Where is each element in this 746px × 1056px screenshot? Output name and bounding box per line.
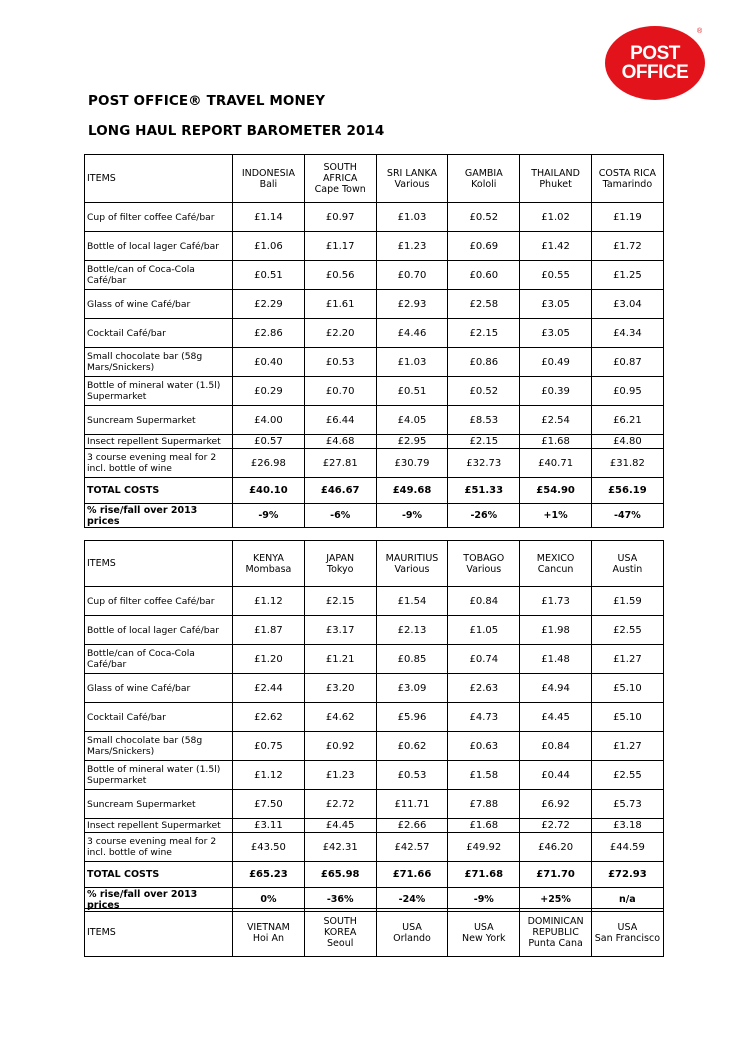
price-cell: £7.50 [233,790,305,819]
table-row [85,449,664,478]
item-label: Glass of wine Café/bar [85,290,233,319]
price-cell: £0.51 [376,377,448,406]
destination-city: Cancun [537,563,574,575]
destination-city: Phuket [539,178,572,190]
table-row [85,833,664,862]
item-label: Bottle of mineral water (1.5l) Supermarket [85,377,233,406]
destination-country: JAPAN [326,552,355,564]
price-cell: £30.79 [376,449,448,478]
price-cell: £1.21 [304,645,376,674]
destination-country: INDONESIA [241,167,295,179]
rise-fall-cell: n/a [591,888,663,912]
table-row [85,203,664,232]
price-cell: £1.42 [520,232,592,261]
destination-city: Cape Town [314,184,366,195]
table-header-row [85,909,664,957]
price-table-2 [84,540,664,912]
price-cell: £0.57 [233,435,305,449]
item-label: Cup of filter coffee Café/bar [85,587,233,616]
item-label: Insect repellent Supermarket [85,435,233,449]
price-cell: £2.15 [448,435,520,449]
item-label: 3 course evening meal for 2 incl. bottle of wine [85,833,233,862]
destination-city: Hoi An [252,932,284,944]
destination-country: TOBAGO [463,552,505,564]
logo-registered-mark: ® [697,28,703,35]
total-cell: £49.68 [376,478,448,504]
destination-country: GAMBIA [464,167,503,179]
price-cell: £3.05 [520,319,592,348]
price-cell: £4.45 [304,819,376,833]
destination-city: Tamarindo [602,178,653,190]
price-cell: £0.29 [233,377,305,406]
price-cell: £3.05 [520,290,592,319]
rise-fall-cell: -26% [448,504,520,528]
price-cell: £42.57 [376,833,448,862]
destination-header [376,909,448,957]
destination-header [304,909,376,957]
price-cell: £32.73 [448,449,520,478]
price-cell: £1.14 [233,203,305,232]
price-cell: £1.25 [591,261,663,290]
destination-header [591,909,663,957]
price-cell: £0.75 [233,732,305,761]
price-cell: £4.00 [233,406,305,435]
destination-header [376,155,448,203]
price-cell: £0.49 [520,348,592,377]
price-cell: £0.53 [304,348,376,377]
table-row [85,819,664,833]
items-header: ITEMS [85,155,233,203]
table-row [85,732,664,761]
price-cell: £1.58 [448,761,520,790]
price-cell: £1.19 [591,203,663,232]
price-cell: £2.62 [233,703,305,732]
destination-city: Kololi [471,178,497,190]
destination-header [520,155,592,203]
destination-country: VIETNAM [246,921,290,933]
price-cell: £2.20 [304,319,376,348]
price-cell: £0.70 [304,377,376,406]
destination-country: SOUTH KOREA [323,916,357,938]
report-title: POST OFFICE® TRAVEL MONEY [88,93,326,109]
item-label: Glass of wine Café/bar [85,674,233,703]
price-cell: £3.04 [591,290,663,319]
table-row [85,435,664,449]
rise-fall-cell: -9% [376,504,448,528]
price-cell: £2.72 [304,790,376,819]
destination-city: Bali [259,178,278,190]
destination-header [304,541,376,587]
price-cell: £0.44 [520,761,592,790]
destination-header [376,541,448,587]
table-row [85,587,664,616]
price-cell: £5.73 [591,790,663,819]
total-cell: £51.33 [448,478,520,504]
item-label: Insect repellent Supermarket [85,819,233,833]
destination-city: Orlando [393,932,431,944]
price-cell: £2.55 [591,616,663,645]
price-cell: £1.87 [233,616,305,645]
items-header: ITEMS [85,909,233,957]
rise-fall-cell: 0% [233,888,305,912]
price-cell: £0.52 [448,203,520,232]
table-header-row [85,155,664,203]
price-cell: £6.21 [591,406,663,435]
price-cell: £1.59 [591,587,663,616]
price-cell: £2.15 [304,587,376,616]
price-cell: £0.55 [520,261,592,290]
price-cell: £4.62 [304,703,376,732]
rise-fall-label: % rise/fall over 2013 prices [85,504,233,528]
logo-line-2: OFFICE [621,62,689,83]
price-cell: £2.63 [448,674,520,703]
table-row [85,703,664,732]
destination-header [233,541,305,587]
destination-header [591,541,663,587]
price-cell: £0.56 [304,261,376,290]
rise-fall-cell: -47% [591,504,663,528]
table-row [85,377,664,406]
destination-city: Austin [612,563,643,575]
destination-header [448,909,520,957]
item-label: Bottle of local lager Café/bar [85,616,233,645]
rise-fall-cell: -24% [376,888,448,912]
destination-country: USA [473,921,494,933]
item-label: Small chocolate bar (58g Mars/Snickers) [85,732,233,761]
rise-fall-label: % rise/fall over 2013 prices [85,888,233,912]
price-cell: £1.17 [304,232,376,261]
price-cell: £5.96 [376,703,448,732]
rise-fall-cell: +1% [520,504,592,528]
destination-header [520,909,592,957]
destination-header [520,541,592,587]
price-cell: £3.09 [376,674,448,703]
price-cell: £11.71 [376,790,448,819]
price-cell: £1.20 [233,645,305,674]
price-cell: £0.84 [448,587,520,616]
destination-city: San Francisco [594,932,661,944]
item-label: Cocktail Café/bar [85,703,233,732]
destination-city: Various [466,563,502,575]
price-cell: £49.92 [448,833,520,862]
price-cell: £4.73 [448,703,520,732]
price-cell: £0.87 [591,348,663,377]
destination-country: MEXICO [536,552,575,564]
destination-header [448,155,520,203]
price-cell: £0.95 [591,377,663,406]
destination-header [448,541,520,587]
price-cell: £2.44 [233,674,305,703]
destination-country: MAURITIUS [385,552,439,564]
price-cell: £3.20 [304,674,376,703]
table-row [85,761,664,790]
price-cell: £8.53 [448,406,520,435]
total-label: TOTAL COSTS [85,478,233,504]
price-table-1 [84,154,664,528]
item-label: Bottle/can of Coca-Cola Café/bar [85,645,233,674]
table-row [85,261,664,290]
destination-city: Tokyo [326,563,354,575]
price-cell: £0.63 [448,732,520,761]
post-office-logo [605,26,705,100]
total-cell: £71.70 [520,862,592,888]
price-cell: £3.11 [233,819,305,833]
destination-city: Mombasa [245,563,292,575]
price-cell: £44.59 [591,833,663,862]
price-cell: £4.46 [376,319,448,348]
price-cell: £2.55 [591,761,663,790]
price-cell: £46.20 [520,833,592,862]
price-cell: £2.93 [376,290,448,319]
price-cell: £0.62 [376,732,448,761]
item-label: Small chocolate bar (58g Mars/Snickers) [85,348,233,377]
report-subtitle: LONG HAUL REPORT BAROMETER 2014 [88,123,385,139]
total-row [85,478,664,504]
price-cell: £1.23 [376,232,448,261]
destination-city: Seoul [327,938,354,949]
price-cell: £2.72 [520,819,592,833]
item-label: 3 course evening meal for 2 incl. bottle of wine [85,449,233,478]
price-cell: £1.27 [591,645,663,674]
item-label: Bottle of mineral water (1.5l) Supermarket [85,761,233,790]
total-cell: £65.98 [304,862,376,888]
price-cell: £0.60 [448,261,520,290]
destination-country: USA [402,921,422,933]
price-cell: £26.98 [233,449,305,478]
destination-header [304,155,376,203]
destination-city: New York [462,932,506,944]
price-cell: £0.70 [376,261,448,290]
price-cell: £3.17 [304,616,376,645]
item-label: Suncream Supermarket [85,790,233,819]
price-cell: £2.29 [233,290,305,319]
destination-country: SOUTH AFRICA [322,162,358,184]
item-label: Cup of filter coffee Café/bar [85,203,233,232]
price-cell: £0.40 [233,348,305,377]
destination-city: Various [394,563,430,575]
price-cell: £1.48 [520,645,592,674]
items-header: ITEMS [85,541,233,587]
destination-header [233,909,305,957]
price-cell: £0.92 [304,732,376,761]
price-cell: £2.95 [376,435,448,449]
destination-country: COSTA RICA [598,167,657,179]
price-table-3 [84,908,664,957]
price-cell: £1.05 [448,616,520,645]
price-cell: £0.85 [376,645,448,674]
destination-country: DOMINICAN REPUBLIC [527,916,584,938]
price-cell: £6.92 [520,790,592,819]
total-row [85,862,664,888]
rise-fall-cell: -6% [304,504,376,528]
price-cell: £2.66 [376,819,448,833]
item-label: Suncream Supermarket [85,406,233,435]
table-row [85,290,664,319]
price-cell: £1.61 [304,290,376,319]
table-row [85,616,664,645]
rise-fall-cell: -36% [304,888,376,912]
logo-line-1: POST [630,43,680,64]
price-cell: £1.12 [233,761,305,790]
total-cell: £56.19 [591,478,663,504]
table-header-row [85,541,664,587]
rise-fall-cell: -9% [448,888,520,912]
price-cell: £40.71 [520,449,592,478]
rise-fall-row [85,504,664,528]
price-cell: £1.12 [233,587,305,616]
destination-country: USA [617,552,638,564]
price-cell: £4.45 [520,703,592,732]
price-cell: £0.39 [520,377,592,406]
destination-city: Punta Cana [528,938,583,949]
table-row [85,232,664,261]
price-cell: £3.18 [591,819,663,833]
price-cell: £1.98 [520,616,592,645]
price-cell: £1.27 [591,732,663,761]
table-row [85,406,664,435]
total-cell: £46.67 [304,478,376,504]
price-cell: £4.68 [304,435,376,449]
price-cell: £0.53 [376,761,448,790]
price-cell: £1.03 [376,348,448,377]
price-cell: £42.31 [304,833,376,862]
price-cell: £43.50 [233,833,305,862]
price-cell: £0.52 [448,377,520,406]
table-row [85,319,664,348]
price-cell: £1.72 [591,232,663,261]
table-row [85,645,664,674]
price-cell: £4.80 [591,435,663,449]
price-cell: £1.68 [448,819,520,833]
total-cell: £71.68 [448,862,520,888]
price-cell: £0.74 [448,645,520,674]
price-cell: £1.23 [304,761,376,790]
price-cell: £0.84 [520,732,592,761]
price-cell: £2.54 [520,406,592,435]
price-cell: £5.10 [591,674,663,703]
price-cell: £2.58 [448,290,520,319]
price-cell: £4.05 [376,406,448,435]
total-cell: £54.90 [520,478,592,504]
table-row [85,348,664,377]
item-label: Cocktail Café/bar [85,319,233,348]
price-cell: £27.81 [304,449,376,478]
price-cell: £4.34 [591,319,663,348]
table-row [85,674,664,703]
price-cell: £2.13 [376,616,448,645]
rise-fall-cell: +25% [520,888,592,912]
price-cell: £0.97 [304,203,376,232]
destination-city: Various [394,178,430,190]
price-cell: £7.88 [448,790,520,819]
price-cell: £1.06 [233,232,305,261]
destination-country: KENYA [252,552,284,564]
rise-fall-cell: -9% [233,504,305,528]
destination-country: THAILAND [531,167,580,179]
total-cell: £65.23 [233,862,305,888]
price-cell: £0.51 [233,261,305,290]
total-cell: £72.93 [591,862,663,888]
table-row [85,790,664,819]
item-label: Bottle of local lager Café/bar [85,232,233,261]
total-cell: £40.10 [233,478,305,504]
price-cell: £1.54 [376,587,448,616]
destination-header [233,155,305,203]
destination-country: USA [617,921,638,933]
price-cell: £1.02 [520,203,592,232]
price-cell: £1.73 [520,587,592,616]
price-cell: £31.82 [591,449,663,478]
destination-header [591,155,663,203]
total-cell: £71.66 [376,862,448,888]
price-cell: £6.44 [304,406,376,435]
price-cell: £5.10 [591,703,663,732]
price-cell: £2.15 [448,319,520,348]
price-cell: £4.94 [520,674,592,703]
price-cell: £1.68 [520,435,592,449]
price-cell: £1.03 [376,203,448,232]
total-label: TOTAL COSTS [85,862,233,888]
item-label: Bottle/can of Coca-Cola Café/bar [85,261,233,290]
destination-country: SRI LANKA [386,167,438,179]
price-cell: £0.69 [448,232,520,261]
price-cell: £2.86 [233,319,305,348]
price-cell: £0.86 [448,348,520,377]
